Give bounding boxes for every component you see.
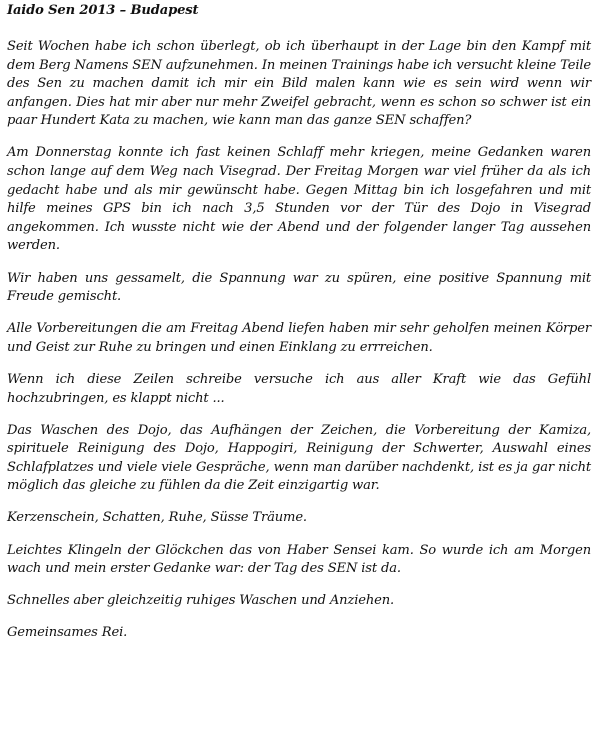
paragraph-7: Kerzenschein, Schatten, Ruhe, Süsse Träume. <box>7 510 307 526</box>
paragraph-3: Wir haben uns gessamelt, die Spannung war zu spüren, eine positive Spannung mit Freude gemischt. <box>7 270 591 305</box>
paragraph-10: Gemeinsames Rei. <box>7 625 128 641</box>
paragraph-2: Am Donnerstag konnte ich fast keinen Schlaff mehr kriegen, meine Gedanken waren schon lange auf dem Weg nach Visegrad. Der Freitag Morgen war viel früher da als ich gedacht habe und als mir gewünscht habe. Gegen Mittag bin ich losgefahren und mit hilfe meines GPS bin ich nach 3,5 Stunden vor der Tür des Dojo in Visegrad angekommen. Ich wusste nicht wie der Abend und der folgender langer Tag aussehen werden. <box>7 145 591 254</box>
paragraph-9: Schnelles aber gleichzeitig ruhiges Waschen und Anziehen. <box>7 593 395 609</box>
paragraph-4: Alle Vorbereitungen die am Freitag Abend liefen haben mir sehr geholfen meinen Körper und Geist zur Ruhe zu bringen und einen Einklang zu errreichen. <box>7 321 591 355</box>
document-title: Iaido Sen 2013 – Budapest <box>7 3 199 18</box>
document-page <box>7 2 591 656</box>
paragraph-1: Seit Wochen habe ich schon überlegt, ob ich überhaupt in der Lage bin den Kampf mit dem Berg Namens SEN aufzunehmen. In meinen Trainings habe ich versucht kleine Teile des Sen zu machen damit ich mir ein Bild malen kann wie es sein wird wenn wir anfangen. Dies hat mir aber nur mehr Zweifel gebracht, wenn es schon so schwer ist ein paar Hundert Kata zu machen, wie kann man das ganze SEN schaffen? <box>7 39 591 129</box>
paragraph-6: Das Waschen des Dojo, das Aufhängen der Zeichen, die Vorbereitung der Kamiza, spirituele Reinigung des Dojo, Happogiri, Reinigung der Schwerter, Auswahl eines Schlafplatzes und viele viele Gespräche, wenn man darüber nachdenkt, ist es ja gar nicht möglich das gleiche zu fühlen da die Zeit einzigartig war. <box>7 422 591 494</box>
paragraph-8: Leichtes Klingeln der Glöckchen das von Haber Sensei kam. So wurde ich am Morgen wach und mein erster Gedanke war: der Tag des SEN ist da. <box>7 542 591 577</box>
paragraph-5: Wenn ich diese Zeilen schreibe versuche ich aus aller Kraft wie das Gefühl hochzubringen, es klappt nicht ... <box>7 371 591 406</box>
